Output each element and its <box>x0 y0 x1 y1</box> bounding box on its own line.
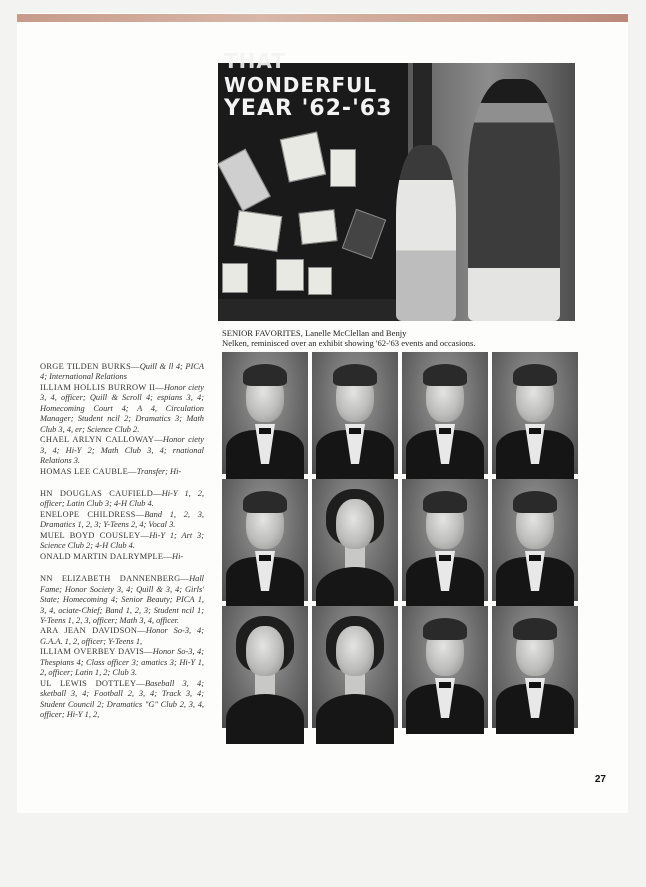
board-clipping <box>222 263 248 293</box>
board-clipping <box>276 259 304 291</box>
senior-name: UL LEWIS DOTTLEY— <box>40 678 145 688</box>
board-clipping <box>330 149 356 187</box>
senior-activities: Honor So-3, 4; G.A.A. 1, 2, officer; Y-Teens 1, <box>40 626 205 646</box>
bulletin-board <box>218 49 413 299</box>
senior-entry <box>40 362 204 383</box>
senior-name: ENELOPE CHILDRESS— <box>40 509 145 519</box>
senior-portrait <box>492 352 578 474</box>
senior-name: ARA JEAN DAVIDSON— <box>40 626 146 636</box>
senior-name: ILLIAM OVERBEY DAVIS— <box>40 647 153 657</box>
senior-name: ILLIAM HOLLIS BURROW II— <box>40 382 164 392</box>
senior-name: ORGE TILDEN BURKS— <box>40 362 140 371</box>
board-title <box>224 49 404 121</box>
senior-activities: Honor So-3, 4; Thespians 4; Class officer 3; amatics 3; Hi-Y 1, 2, officer; Latin 1, 2; Club 3. <box>40 647 204 678</box>
senior-activities: Honor ciety 3, 4, officer; Quill & Scroll 4; espians 3, 4; Homecoming Court 4; A 4, Circulation Manager; Student ncil 2; Dramatics 3; Math Club 3, 4, er; Science Club 2. <box>40 382 204 434</box>
senior-entry <box>40 574 204 626</box>
senior-portrait <box>402 352 488 474</box>
senior-activities: Baseball 3, 4; sketball 3, 4; Football 2, 3, 4; Track 3, 4; Student Council 2; Dramatics "G" Club 2, 3, 4, officer; Hi-Y 1, 2, <box>40 678 204 720</box>
board-title-line: YEAR '62-'63 <box>224 96 393 121</box>
senior-portrait <box>222 352 308 474</box>
senior-name: NN ELIZABETH DANNENBERG— <box>40 574 190 584</box>
senior-entry <box>40 531 204 552</box>
senior-activities: Hall Fame; Honor Society 3, 4; Quill & 3, 4; Girls' State; Homecoming 4; Senior Beauty; PICA 1, 3, 4, ociate-Chief; Band 1, 2, 3; Student ncil 1; Y-Teens 1, 2, 3, officer; Math 3, 4, officer. <box>40 574 204 625</box>
senior-name: ONALD MARTIN DALRYMPLE— <box>40 551 173 561</box>
photo-caption <box>222 328 582 348</box>
senior-name: HOMAS LEE CAUBLE— <box>40 466 137 476</box>
senior-portrait <box>312 606 398 728</box>
senior-name: CHAEL ARLYN CALLOWAY— <box>40 435 163 445</box>
senior-activities: Quill & ll 4; PICA 4; International Relations <box>40 362 204 382</box>
senior-activities: Band 1, 2, 3, Dramatics 1, 2, 3; Y-Teens 2, 4; Vocal 3. <box>40 509 204 530</box>
senior-activities: Honor ciety 3, 4; Hi-Y 2; Math Club 3, 4; rnational Relations 3. <box>40 435 204 466</box>
senior-portrait <box>402 479 488 601</box>
senior-entry <box>40 679 204 721</box>
senior-favorites-photo <box>218 49 575 321</box>
senior-entry <box>40 647 204 678</box>
senior-entry <box>40 626 204 647</box>
senior-entry <box>40 489 204 510</box>
senior-activities-list <box>40 362 204 721</box>
board-clipping <box>280 132 326 183</box>
senior-portrait <box>312 352 398 474</box>
senior-portrait <box>402 606 488 728</box>
board-title-line: THAT <box>224 49 286 73</box>
senior-entry <box>40 510 204 531</box>
senior-activities: Hi-Y 1; Art 3; Science Club 2; 4-H Club 4. <box>40 530 205 551</box>
senior-entry <box>40 383 204 435</box>
page-top-band <box>17 14 628 22</box>
senior-portrait <box>492 606 578 728</box>
boy-figure <box>468 79 560 321</box>
senior-portrait <box>222 606 308 728</box>
senior-portrait-grid <box>222 352 579 729</box>
caption-line: SENIOR FAVORITES, Lanelle McClellan and Benjy <box>222 328 407 338</box>
board-clipping <box>217 149 271 212</box>
senior-activities: Hi- <box>172 551 184 561</box>
caption-line: Nelken, reminisced over an exhibit showing '62-'63 events and occasions. <box>222 338 476 348</box>
senior-name: MUEL BOYD COUSLEY— <box>40 530 150 540</box>
girl-figure <box>396 145 456 321</box>
senior-name: HN DOUGLAS CAUFIELD— <box>40 488 162 498</box>
senior-entry <box>40 467 204 477</box>
senior-entry <box>40 552 204 562</box>
senior-activities: Transfer; Hi- <box>136 466 182 476</box>
board-clipping <box>342 209 386 259</box>
board-clipping <box>308 267 332 295</box>
page-number: 27 <box>594 774 606 785</box>
senior-portrait <box>222 479 308 601</box>
board-clipping <box>234 210 283 252</box>
senior-portrait <box>492 479 578 601</box>
senior-portrait <box>312 479 398 601</box>
board-clipping <box>298 209 337 245</box>
senior-activities: Hi-Y 1, 2, officer; Latin Club 3; 4-H Club 4. <box>40 488 204 509</box>
senior-entry <box>40 435 204 466</box>
board-title-line: WONDERFUL <box>224 73 378 97</box>
